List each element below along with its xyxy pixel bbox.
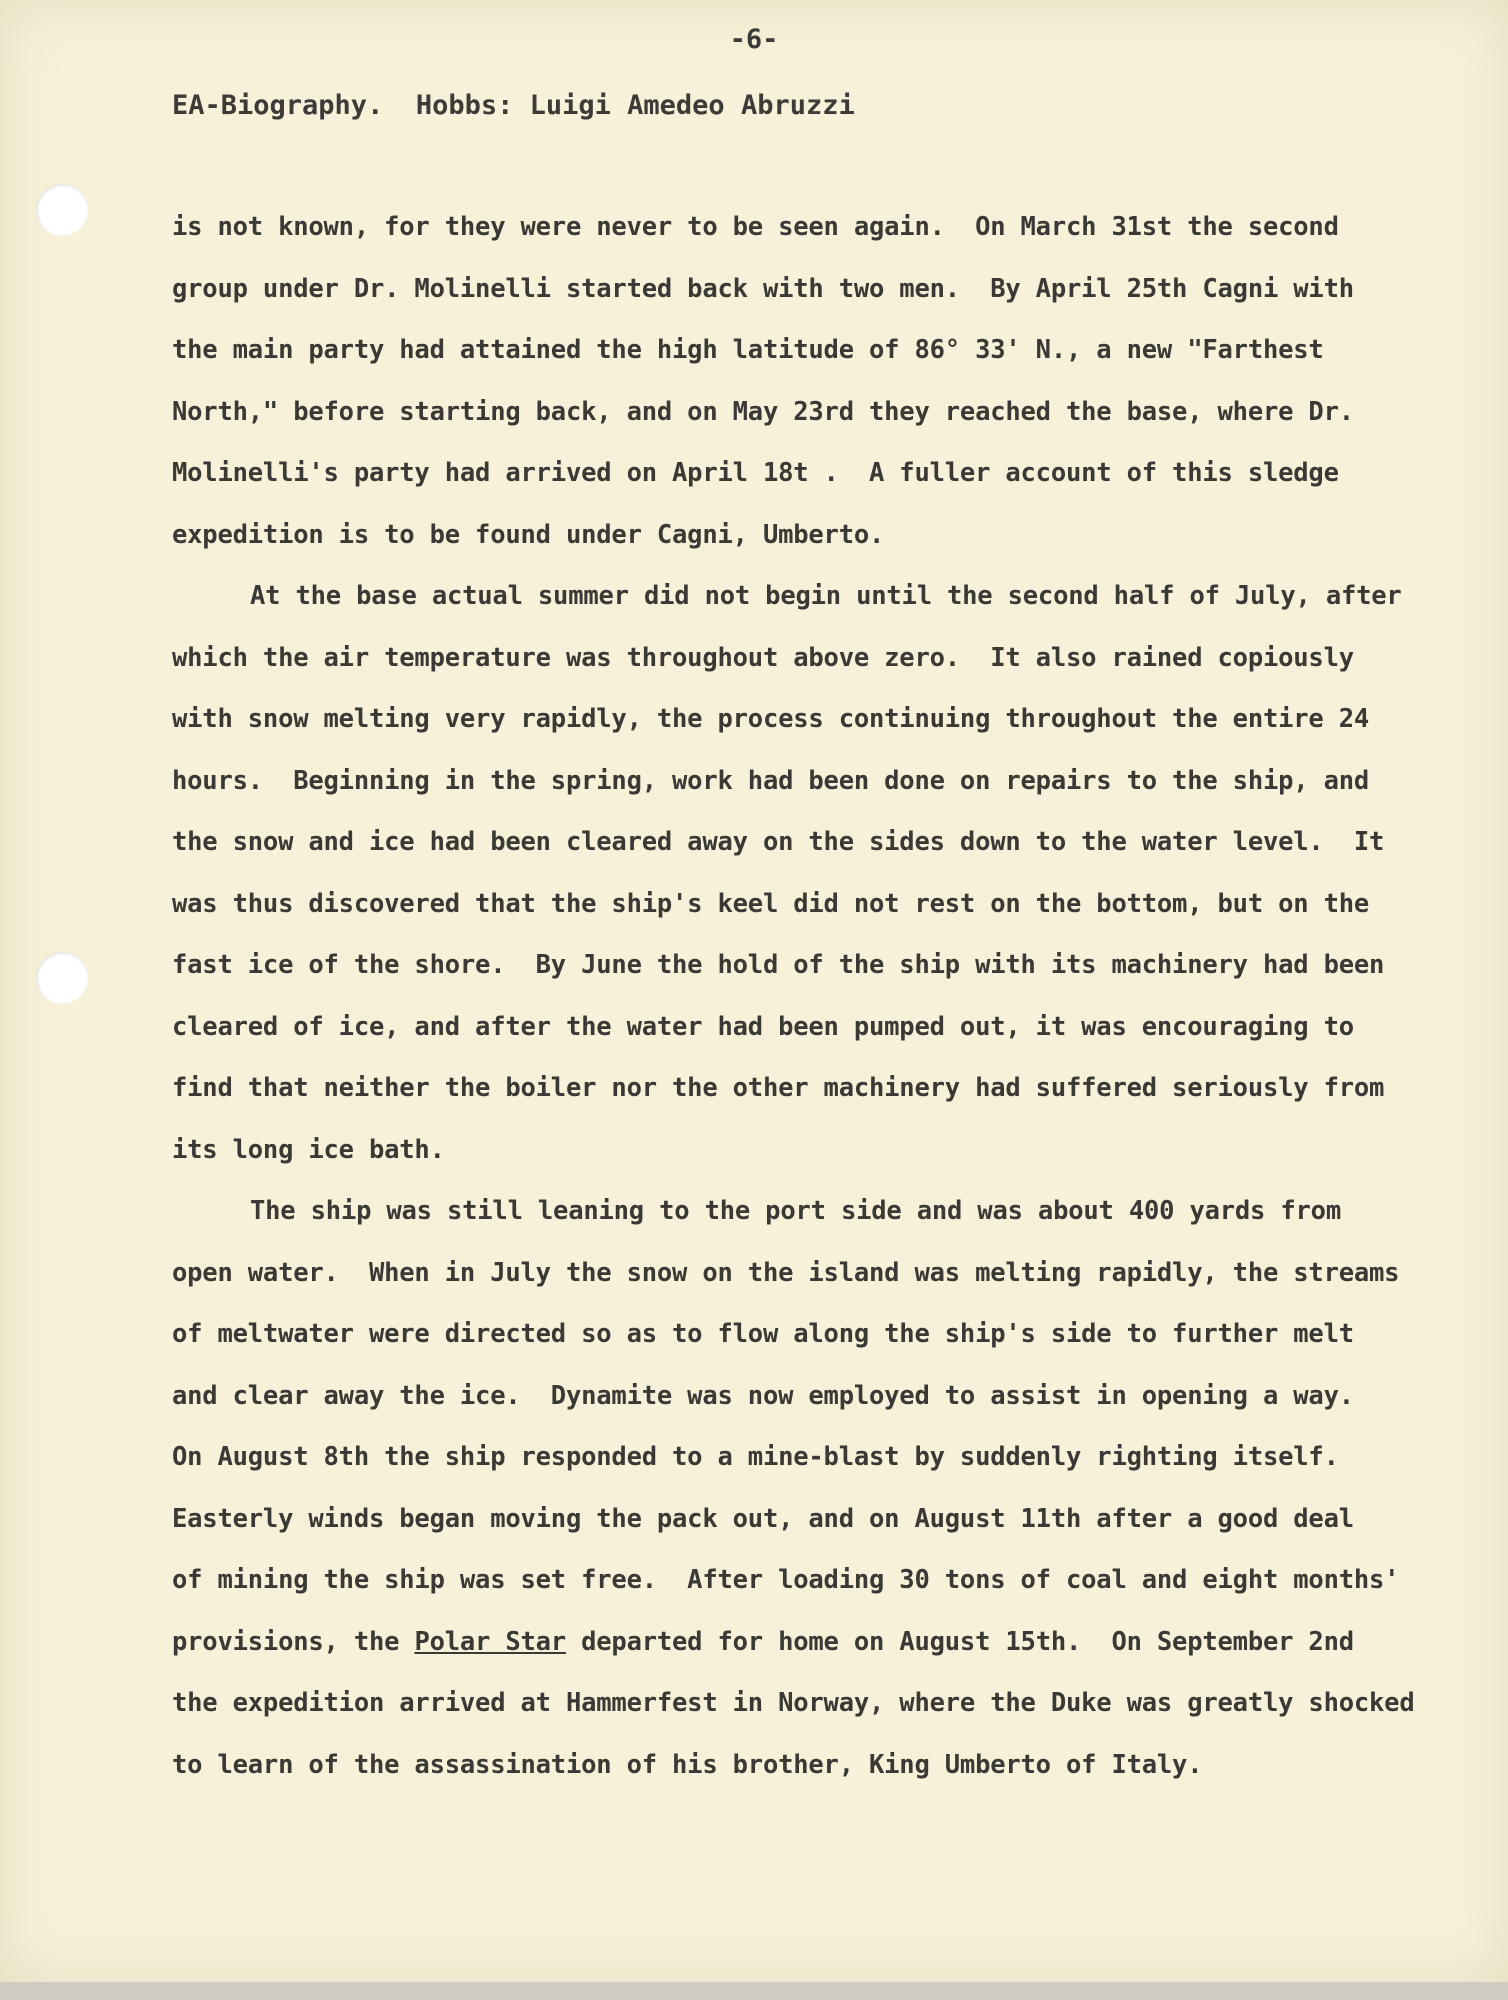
text-line: its long ice bath. [172, 1134, 445, 1165]
text-line [172, 1620, 1432, 1682]
running-header: EA-Biography. Hobbs: Luigi Amedeo Abruzzi [172, 90, 855, 121]
text-line: find that neither the boiler nor the other machinery had suffered seriously from [172, 1073, 1385, 1103]
text-segment: departed for home on August 15th. On September 2nd [565, 1626, 1354, 1657]
text-line: On August 8th the ship responded to a mine-blast by suddenly righting itself. [172, 1442, 1339, 1472]
text-line: group under Dr. Molinelli started back with two men. By April 25th Cagni with [172, 273, 1354, 304]
text-line: with snow melting very rapidly, the process continuing throughout the entire 24 [172, 704, 1370, 734]
scan-edge [0, 1982, 1508, 2000]
text-line: North," before starting back, and on May 23rd they reached the base, where Dr. [172, 396, 1354, 427]
body-text [172, 205, 1432, 1804]
page-number: -6- [729, 24, 779, 55]
text-line: Easterly winds began moving the pack out, and on August 11th after a good deal [172, 1503, 1354, 1534]
text-line: of meltwater were directed so as to flow along the ship's side to further melt [172, 1319, 1354, 1349]
punch-hole [36, 952, 88, 1004]
text-line: expedition is to be found under Cagni, Umberto. [172, 519, 885, 550]
text-segment: provisions, the [172, 1626, 415, 1657]
text-line: the main party had attained the high latitude of 86° 33' N., a new "Farthest [172, 335, 1324, 365]
text-line: cleared of ice, and after the water had been pumped out, it was encouraging to [172, 1011, 1354, 1042]
text-line: of mining the ship was set free. After loading 30 tons of coal and eight months' [172, 1565, 1400, 1595]
text-line: the expedition arrived at Hammerfest in Norway, where the Duke was greatly shocked [172, 1688, 1415, 1718]
punch-hole [36, 184, 88, 236]
text-line: to learn of the assassination of his brother, King Umberto of Italy. [172, 1749, 1203, 1780]
text-line: fast ice of the shore. By June the hold of the ship with its machinery had been [172, 950, 1385, 980]
text-line: open water. When in July the snow on the island was melting rapidly, the streams [172, 1257, 1400, 1288]
text-line: and clear away the ice. Dynamite was now employed to assist in opening a way. [172, 1380, 1354, 1411]
text-line: Molinelli's party had arrived on April 18t . A fuller account of this sledge [172, 458, 1339, 488]
text-line: At the base actual summer did not begin until the second half of July, after [250, 581, 1402, 611]
ship-name-underlined: Polar Star [414, 1626, 566, 1657]
text-line: hours. Beginning in the spring, work had been done on repairs to the ship, and [172, 765, 1370, 796]
text-line: is not known, for they were never to be seen again. On March 31st the second [172, 212, 1339, 242]
text-line: which the air temperature was throughout above zero. It also rained copiously [172, 642, 1354, 673]
text-line: The ship was still leaning to the port side and was about 400 yards from [250, 1196, 1341, 1226]
text-line: the snow and ice had been cleared away on the sides down to the water level. It [172, 827, 1385, 857]
text-line: was thus discovered that the ship's keel did not rest on the bottom, but on the [172, 888, 1370, 919]
